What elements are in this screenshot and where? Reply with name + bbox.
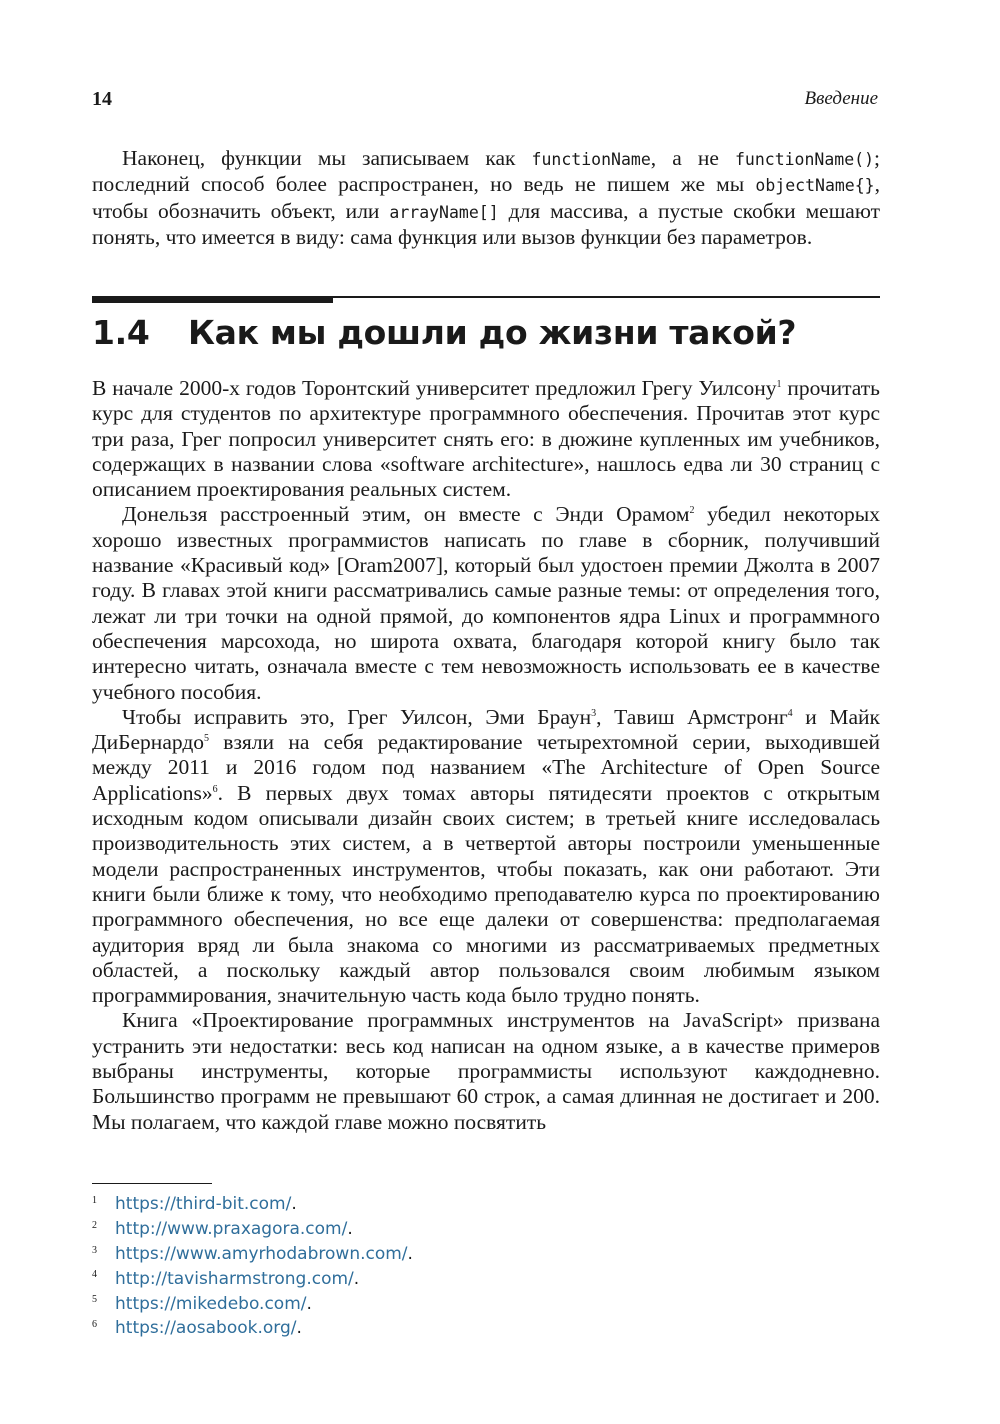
- footnote-number: 1: [92, 1195, 97, 1206]
- section-body: [92, 376, 880, 1135]
- footnote-link[interactable]: http://tavisharmstrong.com/: [115, 1268, 354, 1289]
- footnote-link[interactable]: https://third-bit.com/: [115, 1194, 292, 1215]
- footnote-number: 3: [92, 1244, 97, 1256]
- code-object-name: objectName{}: [755, 176, 875, 196]
- section-heading: [92, 313, 796, 352]
- footnote-link[interactable]: http://www.praxagora.com/: [115, 1219, 348, 1240]
- footnote-link[interactable]: https://mikedebo.com/: [115, 1293, 307, 1314]
- footnote-number: 4: [92, 1269, 97, 1281]
- footnote-link[interactable]: https://www.amyrhodabrown.com/: [115, 1243, 408, 1264]
- section-rule-thick: [92, 297, 333, 303]
- footnote-link[interactable]: https://aosabook.org/: [115, 1318, 297, 1339]
- footnote-item: 4 http://tavisharmstrong.com/ .: [92, 1268, 360, 1289]
- footnote-ref-3[interactable]: 3: [591, 707, 597, 719]
- intro-paragraph: Наконец, функции мы записываем как functionName, а не functionName(); последний способ более распространен, но ведь не пишем же мы objectName{}, чтобы обозначить объект, или arrayName[] для массива, а пустые скобки мешают понять, что имеется в виду: сама функция или вызов функции без параметров.: [92, 146, 881, 249]
- footnote-item: 6 https://aosabook.org/ .: [92, 1318, 302, 1339]
- footnote-item: 5 https://mikedebo.com/ .: [92, 1293, 312, 1314]
- section-number: 1.4: [92, 313, 150, 352]
- footnote-item: 2 http://www.praxagora.com/ .: [92, 1219, 353, 1240]
- paragraph-4: Книга «Проектирование программных инструментов на JavaScript» призвана устранить эти недостатки: весь код написан на одном языке, а в качестве примеров выбраны инструменты, которые программисты используют каждодневно. Большинство программ не превышают 60 строк, а самая длинная не достигает и 200. Мы полагаем, что каждой главе можно посвятить: [92, 1008, 880, 1134]
- footnote-item: 1 https://third-bit.com/ .: [92, 1194, 297, 1215]
- footnote-separator: [92, 1183, 212, 1184]
- footnote-ref-5[interactable]: 5: [204, 733, 210, 744]
- page-number: 14: [92, 88, 112, 110]
- section-title: Как мы дошли до жизни такой?: [188, 313, 797, 352]
- code-array-name: arrayName[]: [389, 202, 499, 222]
- footnotes-list: [92, 1192, 413, 1341]
- footnote-number: 2: [92, 1219, 97, 1231]
- footnote-item: 3 https://www.amyrhodabrown.com/ .: [92, 1243, 413, 1264]
- footnote-number: 6: [92, 1318, 97, 1330]
- footnote-ref-2[interactable]: 2: [689, 505, 695, 517]
- footnote-ref-1[interactable]: 1: [776, 378, 782, 390]
- footnote-number: 5: [92, 1294, 97, 1306]
- paragraph-1: В начале 2000-х годов Торонтский университет предложил Грегу Уилсону$^1$ прочитать курс для студентов по архитектуре программного обеспечения. Прочитав этот курс три раза, Грег попросил университет снять его: в дюжине купленных им учебников, содержащих в названии слова «software architecture», нашлось едва ли 30 страниц с описанием проектирования реальных систем.: [92, 376, 880, 502]
- footnote-ref-4[interactable]: 4: [787, 707, 793, 719]
- code-function-name: functionName: [531, 150, 651, 169]
- code-function-call: functionName(): [734, 150, 875, 169]
- running-head: Введение: [804, 88, 878, 109]
- footnote-ref-6[interactable]: 6: [212, 783, 218, 795]
- paragraph-3: Чтобы исправить это, Грег Уилсон, Эми Браун$^3$, Тавиш Армстронг$^4$ и Майк ДиБернардо$^5$ взяли на себя редактирование четырехтомной серии, выходившей между 2011 и 2016 годом под названием «The Architecture of Open Source Applications»$^6$. В первых двух томах авторы пятидесяти проектов с открытым исходным кодом описывали дизайн своих систем; в третьей книге исследовалась производительность этих систем, а в четвертой авторы построили уменьшенные модели распространенных инструментов, чтобы показать, как они работают. Эти книги были ближе к тому, что необходимо преподавателю курса по проектированию программного обеспечения, но все еще далеки от совершенства: предполагаемая аудитория вряд ли была знакома со многими из рассматриваемых предметных областей, а поскольку каждый автор пользовался своим любимым языком программирования, значительную часть кода было трудно понять.: [92, 704, 880, 1008]
- paragraph-2: Донельзя расстроенный этим, он вместе с Энди Орамом$^2$ убедил некоторых хорошо известных программистов написать по главе в сборник, получивший название «Красивый код» [Oram2007], который был удостоен премии Джолта в 2007 году. В главах этой книги рассматривались самые разные темы: от определения того, лежат ли три точки на одной прямой, до компонентов ядра Linux и программного обеспечения марсохода, но широта охвата, благодаря которой книгу было так интересно читать, означала вместе с тем невозможность использовать ее в качестве учебного пособия.: [92, 502, 880, 704]
